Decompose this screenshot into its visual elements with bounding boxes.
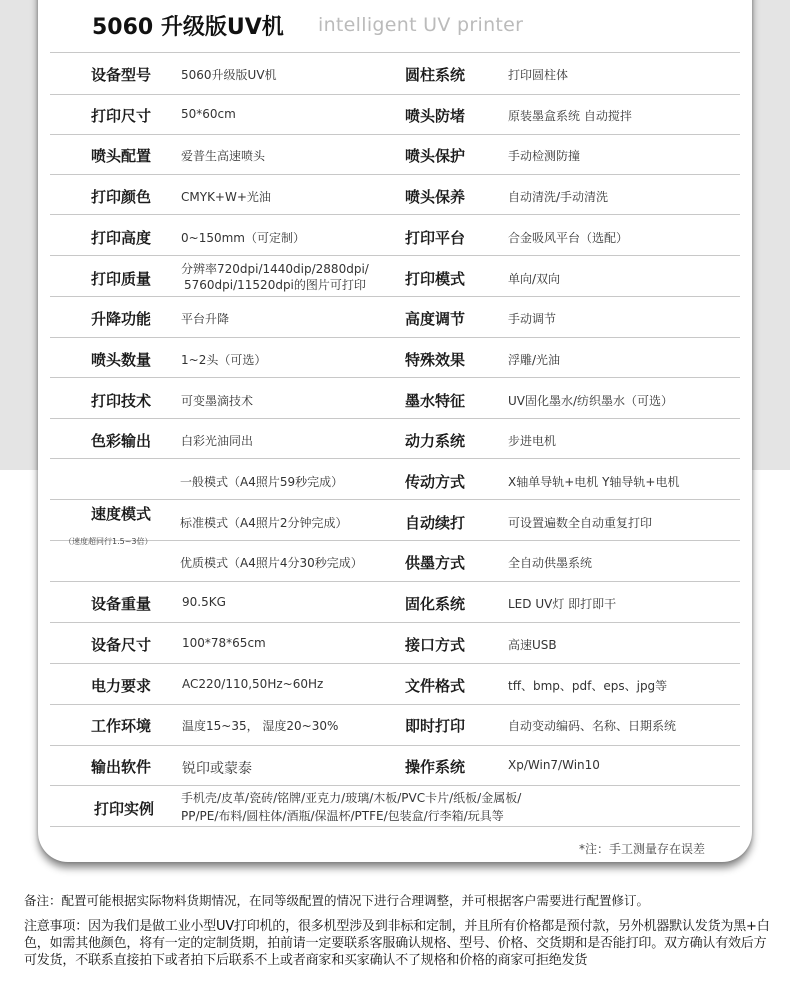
speed-label: 速度模式 <box>91 505 152 523</box>
row-divider <box>50 134 740 135</box>
row-divider <box>50 622 740 623</box>
row-divider <box>50 337 740 338</box>
spec-label: 操作系统 <box>405 757 466 776</box>
row-divider <box>50 826 740 827</box>
spec-value: X轴单导轨+电机 Y轴导轨+电机 <box>508 475 680 489</box>
spec-value: 白彩光油同出 <box>181 434 254 449</box>
spec-value: 锐印或蒙泰 <box>182 760 252 777</box>
spec-value: 自动清洗/手动清洗 <box>508 190 609 205</box>
spec-label: 高度调节 <box>405 310 466 329</box>
spec-label: 即时打印 <box>405 717 466 736</box>
spec-label: 喷头防堵 <box>405 106 466 125</box>
spec-label: 动力系统 <box>405 432 466 451</box>
row-divider <box>50 418 740 419</box>
row-divider <box>50 52 740 53</box>
spec-value: 温度15~35， 湿度20~30% <box>182 719 339 734</box>
row-divider <box>50 377 740 378</box>
spec-value: 100*78*65cm <box>182 635 266 650</box>
spec-label: 打印平台 <box>405 228 466 247</box>
spec-label: 打印模式 <box>405 269 466 288</box>
spec-value: 步进电机 <box>508 434 557 449</box>
row-divider <box>172 499 740 500</box>
page-title: 5060 升级版UV机 <box>92 15 284 40</box>
page-subtitle: intelligent UV printer <box>318 14 524 36</box>
spec-label: 设备重量 <box>91 595 152 614</box>
spec-value: 自动变动编码、名称、日期系统 <box>508 719 677 734</box>
spec-value: 可设置遍数全自动重复打印 <box>508 515 653 530</box>
spec-value: 分辨率720dpi/1440dip/2880dpi/ <box>181 261 369 276</box>
spec-label: 墨水特征 <box>405 391 466 410</box>
spec-label: 电力要求 <box>91 676 152 695</box>
row-divider <box>50 663 740 664</box>
spec-label: 接口方式 <box>405 635 466 654</box>
speed-mode: 标准模式（A4照片2分钟完成） <box>180 515 348 530</box>
spec-label: 文件格式 <box>405 676 466 695</box>
spec-value: 合金吸风平台（选配） <box>508 230 629 245</box>
spec-label: 喷头配置 <box>91 147 152 166</box>
row-divider <box>50 785 740 786</box>
speed-mode: 一般模式（A4照片59秒完成） <box>180 475 344 489</box>
spec-label: 喷头保护 <box>405 147 466 166</box>
spec-label: 打印尺寸 <box>91 106 152 125</box>
row-divider <box>50 581 740 582</box>
examples-line-2: PP/PE/布料/圆柱体/酒瓶/保温杯/PTFE/包装盒/行李箱/玩具等 <box>181 808 504 823</box>
spec-value: 0~150mm（可定制） <box>181 230 305 245</box>
spec-label: 工作环境 <box>91 717 152 736</box>
footer-notice: 注意事项：因为我们是做工业小型UV打印机的，很多机型涉及到非标和定制，并且所有价格都是预付款，另外机器默认发货为黑+白色，如需其他颜色，将有一定的定制货期，拍前请一定要联系客服确认规格、型号、价格、交货期和是否能打印。双方确认有效后方可发货，不联系直接拍下或者拍下后联系不上或者商家和买家确认不了规格和价格的商家可拒绝发货 <box>24 919 770 968</box>
spec-label: 输出软件 <box>91 757 152 776</box>
spec-value: 爱普生高速喷头 <box>181 149 266 164</box>
spec-value: 单向/双向 <box>508 271 561 286</box>
spec-label: 升降功能 <box>91 310 152 329</box>
spec-value: 平台升降 <box>181 312 230 327</box>
examples-line-1: 手机壳/皮革/瓷砖/铭牌/亚克力/玻璃/木板/PVC卡片/纸板/金属板/ <box>181 790 522 805</box>
row-divider <box>50 174 740 175</box>
spec-value: 5760dpi/11520dpi的图片可打印 <box>184 277 366 292</box>
spec-label: 色彩输出 <box>91 432 152 451</box>
row-divider <box>50 704 740 705</box>
spec-value: 高速USB <box>508 637 557 652</box>
spec-label: 自动续打 <box>405 513 466 532</box>
spec-value: 原装墨盒系统 自动搅拌 <box>508 108 632 123</box>
spec-value: 可变墨滴技术 <box>181 393 254 408</box>
spec-value: tff、bmp、pdf、eps、jpg等 <box>508 678 668 693</box>
spec-label: 特殊效果 <box>405 350 466 369</box>
spec-label: 喷头保养 <box>405 188 466 207</box>
spec-value: LED UV灯 即打即干 <box>508 597 617 612</box>
row-divider <box>50 255 740 256</box>
spec-label: 设备型号 <box>91 66 152 84</box>
row-divider <box>50 745 740 746</box>
row-divider <box>172 540 740 541</box>
spec-value: UV固化墨水/纺织墨水（可选） <box>508 393 674 408</box>
spec-value: 1~2头（可选） <box>181 352 267 367</box>
row-divider <box>50 214 740 215</box>
spec-label: 固化系统 <box>405 595 466 614</box>
spec-value: 手动调节 <box>508 312 557 327</box>
spec-label: 打印技术 <box>91 391 152 410</box>
spec-value: 打印圆柱体 <box>508 68 569 82</box>
row-divider <box>50 94 740 95</box>
row-divider <box>50 296 740 297</box>
spec-label: 圆柱系统 <box>405 66 466 84</box>
examples-label: 打印实例 <box>94 799 155 818</box>
spec-value: AC220/110,50Hz~60Hz <box>182 676 324 691</box>
spec-value: 全自动供墨系统 <box>508 556 593 571</box>
spec-label: 打印颜色 <box>91 188 152 207</box>
spec-label: 传动方式 <box>405 473 466 491</box>
row-divider <box>50 458 740 459</box>
spec-value: 50*60cm <box>181 106 236 121</box>
spec-value: Xp/Win7/Win10 <box>508 757 600 772</box>
footer-remark: 备注：配置可能根据实际物料货期情况，在同等级配置的情况下进行合理调整，并可根据客户需要进行配置修订。 <box>24 893 650 908</box>
spec-label: 喷头数量 <box>91 350 152 369</box>
spec-label: 打印高度 <box>91 228 152 247</box>
speed-note: （速度超同行1.5~3倍） <box>64 537 153 546</box>
speed-mode: 优质模式（A4照片4分30秒完成） <box>180 556 363 571</box>
spec-value: 5060升级版UV机 <box>181 68 277 82</box>
measurement-note: *注：手工测量存在误差 <box>579 842 706 856</box>
spec-label: 设备尺寸 <box>91 635 152 654</box>
spec-value: 手动检测防撞 <box>508 149 581 164</box>
spec-value: 90.5KG <box>182 595 226 610</box>
spec-label: 打印质量 <box>91 269 152 288</box>
spec-value: CMYK+W+光油 <box>181 190 271 205</box>
spec-label: 供墨方式 <box>405 554 466 573</box>
spec-value: 浮雕/光油 <box>508 352 561 367</box>
